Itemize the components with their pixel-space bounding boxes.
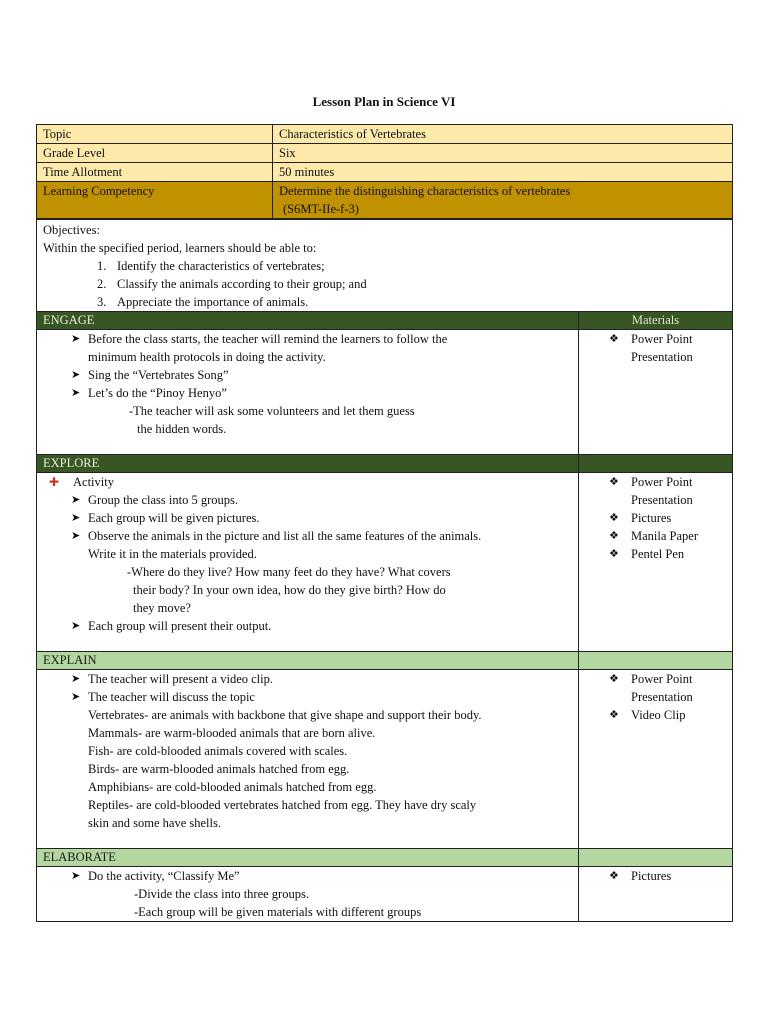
engage-sub-line: the hidden words. bbox=[137, 422, 227, 436]
engage-header-row bbox=[37, 312, 733, 330]
topic-label: Topic bbox=[37, 125, 273, 144]
objectives-row bbox=[37, 220, 733, 312]
document-title: Lesson Plan in Science VI bbox=[312, 94, 456, 109]
elaborate-sub-line: -Divide the class into three groups. bbox=[134, 887, 309, 901]
activity-line: ✚ Activity bbox=[49, 475, 114, 489]
engage-materials bbox=[579, 330, 733, 455]
explore-body-row bbox=[37, 473, 733, 652]
explain-materials bbox=[579, 670, 733, 849]
explain-line: skin and some have shells. bbox=[88, 816, 221, 830]
elaborate-header-blank bbox=[579, 849, 733, 867]
time-label: Time Allotment bbox=[37, 163, 273, 182]
material-item-cont: Presentation bbox=[631, 690, 693, 704]
elaborate-label: ELABORATE bbox=[37, 849, 579, 867]
competency-code: (S6MT-IIe-f-3) bbox=[283, 202, 359, 216]
time-row bbox=[37, 163, 733, 182]
competency-label: Learning Competency bbox=[37, 182, 273, 219]
competency-line: Determine the distinguishing characteristics of vertebrates bbox=[279, 184, 571, 198]
material-item: ❖ Manila Paper bbox=[609, 529, 698, 543]
explain-header-blank bbox=[579, 652, 733, 670]
explain-header-row bbox=[37, 652, 733, 670]
engage-body-row bbox=[37, 330, 733, 455]
explain-label: EXPLAIN bbox=[37, 652, 579, 670]
explore-bullet: ➤ Observe the animals in the picture and list all the same features of the animals. bbox=[71, 529, 482, 543]
objective-item: 3. Appreciate the importance of animals. bbox=[97, 295, 309, 309]
explore-bullet: ➤ Group the class into 5 groups. bbox=[71, 493, 238, 507]
elaborate-materials bbox=[579, 867, 733, 922]
explain-line: Reptiles- are cold-blooded vertebrates hatched from egg. They have dry scaly bbox=[88, 798, 477, 812]
engage-content bbox=[37, 330, 579, 455]
info-table bbox=[36, 124, 733, 219]
explore-question: they move? bbox=[133, 601, 191, 615]
elaborate-header-row bbox=[37, 849, 733, 867]
material-item-cont: Presentation bbox=[631, 350, 693, 364]
objective-item: 1. Identify the characteristics of vertebrates; bbox=[97, 259, 325, 273]
objectives-heading: Objectives: bbox=[43, 223, 100, 237]
time-value: 50 minutes bbox=[273, 163, 733, 182]
competency-value bbox=[273, 182, 733, 219]
explore-bullet: ➤ Each group will be given pictures. bbox=[71, 511, 260, 525]
explain-line: Mammals- are warm-blooded animals that are born alive. bbox=[88, 726, 376, 740]
engage-bullet: ➤ Before the class starts, the teacher will remind the learners to follow the bbox=[71, 332, 448, 346]
material-item-cont: Presentation bbox=[631, 493, 693, 507]
topic-value: Characteristics of Vertebrates bbox=[273, 125, 733, 144]
explain-body-row bbox=[37, 670, 733, 849]
explain-content bbox=[37, 670, 579, 849]
explain-bullet: ➤ The teacher will discuss the topic bbox=[71, 690, 255, 704]
material-item: ❖ Pentel Pen bbox=[609, 547, 685, 561]
elaborate-sub-line: -Each group will be given materials with different groups bbox=[134, 905, 422, 919]
grade-label: Grade Level bbox=[37, 144, 273, 163]
engage-bullet-cont: minimum health protocols in doing the activity. bbox=[88, 350, 326, 364]
competency-row bbox=[37, 182, 733, 219]
objectives-cell bbox=[37, 220, 733, 312]
material-item: ❖ Video Clip bbox=[609, 708, 686, 722]
arrow-down-icon: ✚ bbox=[49, 475, 60, 489]
explore-header-blank bbox=[579, 455, 733, 473]
explain-bullet: ➤ The teacher will present a video clip. bbox=[71, 672, 273, 686]
objective-item: 2. Classify the animals according to their group; and bbox=[97, 277, 367, 291]
topic-row bbox=[37, 125, 733, 144]
elaborate-bullet: ➤ Do the activity, “Classify Me” bbox=[71, 869, 240, 883]
explain-line: Birds- are warm-blooded animals hatched from egg. bbox=[88, 762, 350, 776]
explore-content bbox=[37, 473, 579, 652]
material-item: ❖ Pictures bbox=[609, 869, 672, 883]
grade-row bbox=[37, 144, 733, 163]
material-item: ❖ Pictures bbox=[609, 511, 672, 525]
explain-line: Amphibians- are cold-blooded animals hatched from egg. bbox=[88, 780, 377, 794]
lesson-plan-table bbox=[36, 124, 732, 922]
objectives-intro: Within the specified period, learners should be able to: bbox=[43, 241, 317, 255]
elaborate-body-row bbox=[37, 867, 733, 922]
explore-header-row bbox=[37, 455, 733, 473]
activities-table bbox=[36, 219, 733, 922]
explore-question: -Where do they live? How many feet do they have? What covers bbox=[127, 565, 451, 579]
engage-bullet: ➤ Sing the “Vertebrates Song” bbox=[71, 368, 229, 382]
explore-bullet-cont: Write it in the materials provided. bbox=[88, 547, 257, 561]
explore-label: EXPLORE bbox=[37, 455, 579, 473]
explore-materials bbox=[579, 473, 733, 652]
materials-label: Materials bbox=[579, 312, 733, 330]
objectives-list bbox=[43, 257, 726, 311]
engage-label: ENGAGE bbox=[37, 312, 579, 330]
grade-value: Six bbox=[273, 144, 733, 163]
material-item: ❖ Power Point bbox=[609, 672, 693, 686]
material-item: ❖ Power Point bbox=[609, 475, 693, 489]
engage-bullet: ➤ Let’s do the “Pinoy Henyo” bbox=[71, 386, 227, 400]
elaborate-content bbox=[37, 867, 579, 922]
explain-line: Fish- are cold-blooded animals covered with scales. bbox=[88, 744, 348, 758]
explore-question: their body? In your own idea, how do they give birth? How do bbox=[133, 583, 446, 597]
engage-sub-line: -The teacher will ask some volunteers and let them guess bbox=[129, 404, 415, 418]
explain-line: Vertebrates- are animals with backbone that give shape and support their body. bbox=[88, 708, 482, 722]
material-item: ❖ Power Point bbox=[609, 332, 693, 346]
explore-bullet: ➤ Each group will present their output. bbox=[71, 619, 272, 633]
